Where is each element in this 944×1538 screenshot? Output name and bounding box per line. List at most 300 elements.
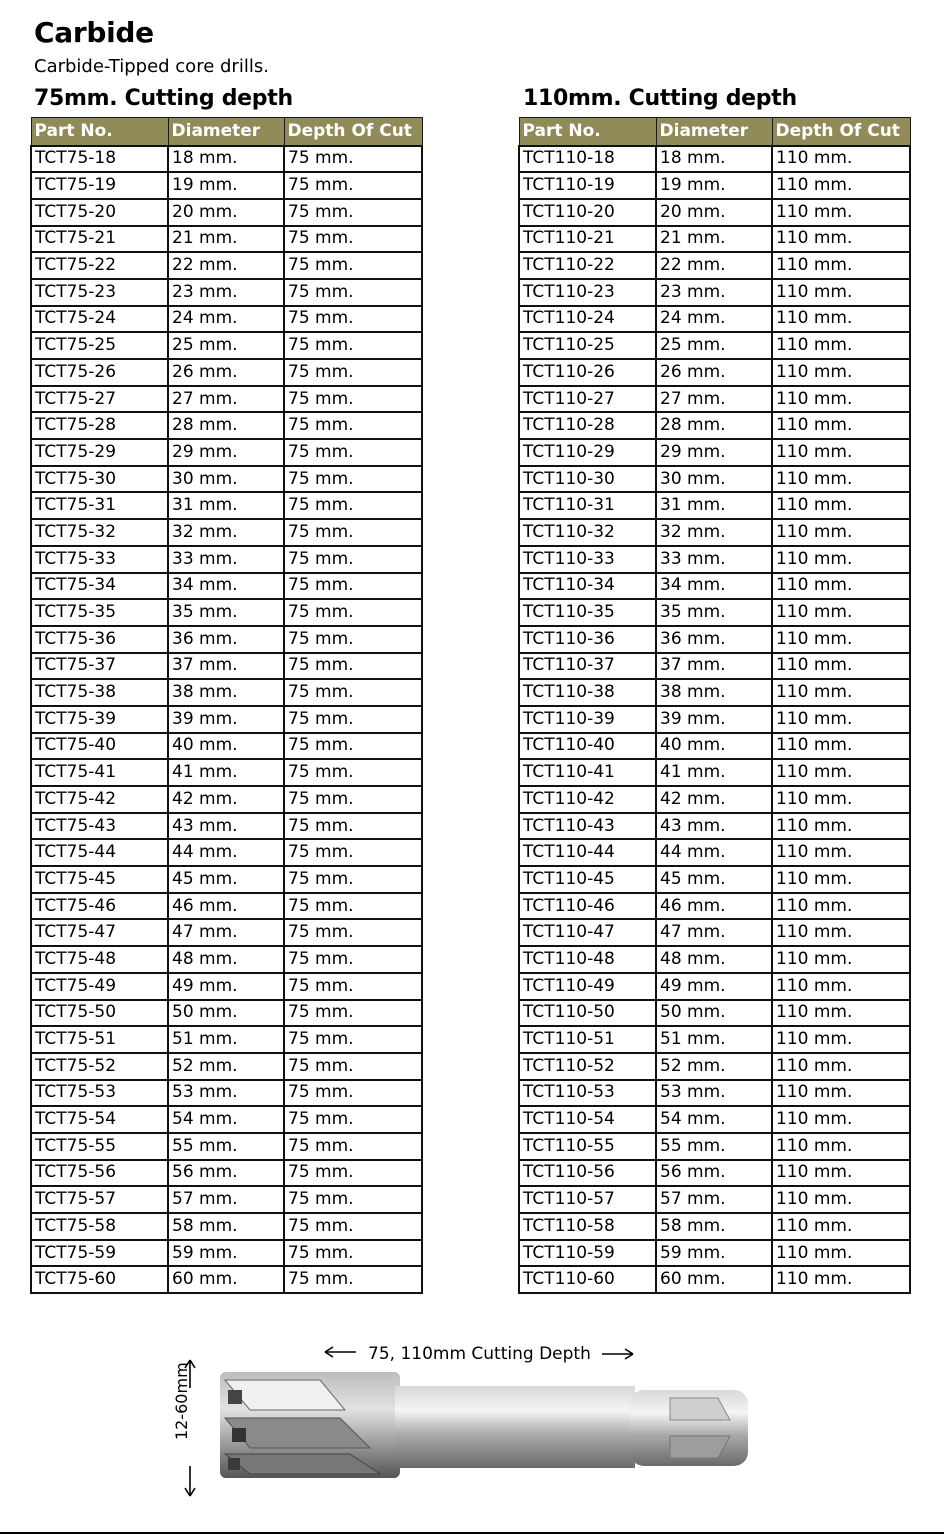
cell-part-no: TCT75-47 — [31, 919, 168, 946]
cell-diameter: 40 mm. — [168, 733, 284, 760]
table-row — [519, 1053, 910, 1080]
table-row — [519, 492, 910, 519]
table-row — [519, 1213, 910, 1240]
cell-diameter: 49 mm. — [656, 973, 772, 1000]
cell-diameter: 52 mm. — [656, 1053, 772, 1080]
table-row — [31, 1266, 422, 1293]
cell-diameter: 18 mm. — [656, 146, 772, 173]
cell-diameter: 36 mm. — [656, 626, 772, 653]
cell-part-no: TCT75-37 — [31, 653, 168, 680]
cell-depth-of-cut: 75 mm. — [284, 1080, 422, 1107]
table-row — [519, 813, 910, 840]
cell-part-no: TCT110-55 — [519, 1133, 656, 1160]
cell-diameter: 55 mm. — [168, 1133, 284, 1160]
table-row — [31, 1026, 422, 1053]
table-row — [519, 599, 910, 626]
cell-part-no: TCT110-45 — [519, 866, 656, 893]
cell-depth-of-cut: 75 mm. — [284, 466, 422, 493]
cell-depth-of-cut: 110 mm. — [772, 946, 910, 973]
cell-depth-of-cut: 75 mm. — [284, 252, 422, 279]
cell-part-no: TCT110-28 — [519, 412, 656, 439]
cell-depth-of-cut: 110 mm. — [772, 813, 910, 840]
cell-part-no: TCT75-35 — [31, 599, 168, 626]
cell-depth-of-cut: 75 mm. — [284, 226, 422, 253]
cell-diameter: 59 mm. — [656, 1240, 772, 1267]
cell-diameter: 34 mm. — [656, 573, 772, 600]
cell-diameter: 60 mm. — [168, 1266, 284, 1293]
cell-depth-of-cut: 110 mm. — [772, 279, 910, 306]
table-row — [519, 226, 910, 253]
table-row — [31, 386, 422, 413]
cell-depth-of-cut: 75 mm. — [284, 546, 422, 573]
cell-part-no: TCT110-40 — [519, 733, 656, 760]
cell-diameter: 54 mm. — [656, 1106, 772, 1133]
cell-depth-of-cut: 75 mm. — [284, 519, 422, 546]
cell-diameter: 42 mm. — [168, 786, 284, 813]
cell-depth-of-cut: 110 mm. — [772, 386, 910, 413]
table-row — [519, 279, 910, 306]
cell-diameter: 21 mm. — [168, 226, 284, 253]
cell-part-no: TCT75-31 — [31, 492, 168, 519]
cell-part-no: TCT110-49 — [519, 973, 656, 1000]
table-row — [31, 252, 422, 279]
cell-diameter: 21 mm. — [656, 226, 772, 253]
cell-diameter: 34 mm. — [168, 573, 284, 600]
cell-diameter: 44 mm. — [656, 839, 772, 866]
cell-diameter: 38 mm. — [656, 679, 772, 706]
column-header-diameter: Diameter — [168, 118, 284, 146]
cell-diameter: 32 mm. — [656, 519, 772, 546]
cell-depth-of-cut: 110 mm. — [772, 332, 910, 359]
cell-depth-of-cut: 75 mm. — [284, 706, 422, 733]
cell-diameter: 27 mm. — [168, 386, 284, 413]
cell-diameter: 48 mm. — [656, 946, 772, 973]
table-row — [31, 759, 422, 786]
cell-depth-of-cut: 110 mm. — [772, 786, 910, 813]
cell-depth-of-cut: 110 mm. — [772, 1266, 910, 1293]
cell-part-no: TCT110-42 — [519, 786, 656, 813]
cell-depth-of-cut: 110 mm. — [772, 919, 910, 946]
table-row — [31, 919, 422, 946]
table-row — [519, 172, 910, 199]
cell-depth-of-cut: 110 mm. — [772, 519, 910, 546]
cell-diameter: 46 mm. — [656, 893, 772, 920]
table-row — [31, 653, 422, 680]
cell-part-no: TCT75-20 — [31, 199, 168, 226]
table-row — [519, 466, 910, 493]
cell-depth-of-cut: 110 mm. — [772, 973, 910, 1000]
table-row — [31, 226, 422, 253]
table-row — [519, 412, 910, 439]
cell-depth-of-cut: 110 mm. — [772, 1026, 910, 1053]
table-row — [519, 546, 910, 573]
table-row — [31, 412, 422, 439]
cell-diameter: 25 mm. — [656, 332, 772, 359]
cell-diameter: 28 mm. — [168, 412, 284, 439]
cell-depth-of-cut: 110 mm. — [772, 146, 910, 173]
cell-diameter: 33 mm. — [168, 546, 284, 573]
table-row — [31, 1053, 422, 1080]
cell-part-no: TCT110-57 — [519, 1186, 656, 1213]
cell-diameter: 39 mm. — [168, 706, 284, 733]
cell-diameter: 23 mm. — [168, 279, 284, 306]
table-row — [519, 919, 910, 946]
cell-diameter: 48 mm. — [168, 946, 284, 973]
cell-part-no: TCT110-41 — [519, 759, 656, 786]
cell-part-no: TCT75-39 — [31, 706, 168, 733]
cell-depth-of-cut: 75 mm. — [284, 653, 422, 680]
table-row — [519, 146, 910, 173]
cell-part-no: TCT75-42 — [31, 786, 168, 813]
cell-diameter: 58 mm. — [168, 1213, 284, 1240]
cell-part-no: TCT75-44 — [31, 839, 168, 866]
cell-part-no: TCT75-54 — [31, 1106, 168, 1133]
cell-depth-of-cut: 110 mm. — [772, 252, 910, 279]
cell-part-no: TCT75-19 — [31, 172, 168, 199]
cell-part-no: TCT110-43 — [519, 813, 656, 840]
cell-depth-of-cut: 110 mm. — [772, 199, 910, 226]
cell-depth-of-cut: 110 mm. — [772, 679, 910, 706]
cell-diameter: 44 mm. — [168, 839, 284, 866]
table-row — [31, 146, 422, 173]
column-header-diameter: Diameter — [656, 118, 772, 146]
cell-diameter: 32 mm. — [168, 519, 284, 546]
cell-part-no: TCT110-39 — [519, 706, 656, 733]
cell-depth-of-cut: 75 mm. — [284, 306, 422, 333]
table-row — [31, 626, 422, 653]
cell-diameter: 30 mm. — [656, 466, 772, 493]
table-row — [31, 306, 422, 333]
carbide-tooth — [228, 1458, 240, 1470]
table-row — [519, 332, 910, 359]
cell-part-no: TCT75-52 — [31, 1053, 168, 1080]
table-row — [519, 1186, 910, 1213]
cell-depth-of-cut: 75 mm. — [284, 733, 422, 760]
cell-diameter: 23 mm. — [656, 279, 772, 306]
cell-diameter: 56 mm. — [168, 1160, 284, 1187]
table-row — [31, 439, 422, 466]
cell-depth-of-cut: 110 mm. — [772, 412, 910, 439]
cell-part-no: TCT75-41 — [31, 759, 168, 786]
table-row — [519, 866, 910, 893]
cell-diameter: 52 mm. — [168, 1053, 284, 1080]
cell-part-no: TCT75-29 — [31, 439, 168, 466]
cell-part-no: TCT75-55 — [31, 1133, 168, 1160]
cell-diameter: 27 mm. — [656, 386, 772, 413]
cell-depth-of-cut: 110 mm. — [772, 172, 910, 199]
cell-part-no: TCT110-48 — [519, 946, 656, 973]
table-row — [519, 946, 910, 973]
cell-part-no: TCT110-22 — [519, 252, 656, 279]
table-row — [31, 679, 422, 706]
cell-depth-of-cut: 110 mm. — [772, 733, 910, 760]
cell-diameter: 57 mm. — [656, 1186, 772, 1213]
cell-diameter: 51 mm. — [168, 1026, 284, 1053]
cell-depth-of-cut: 75 mm. — [284, 759, 422, 786]
cell-part-no: TCT75-21 — [31, 226, 168, 253]
cell-diameter: 56 mm. — [656, 1160, 772, 1187]
cell-part-no: TCT110-35 — [519, 599, 656, 626]
cell-diameter: 53 mm. — [168, 1080, 284, 1107]
cell-depth-of-cut: 110 mm. — [772, 466, 910, 493]
column-header-depth-of-cut: Depth Of Cut — [284, 118, 422, 146]
table-row — [31, 706, 422, 733]
cell-part-no: TCT75-28 — [31, 412, 168, 439]
column-header-depth-of-cut: Depth Of Cut — [772, 118, 910, 146]
cell-diameter: 45 mm. — [656, 866, 772, 893]
cell-depth-of-cut: 110 mm. — [772, 226, 910, 253]
cell-part-no: TCT110-47 — [519, 919, 656, 946]
cell-part-no: TCT110-44 — [519, 839, 656, 866]
table-row — [31, 279, 422, 306]
cell-depth-of-cut: 75 mm. — [284, 1160, 422, 1187]
cell-part-no: TCT110-51 — [519, 1026, 656, 1053]
cell-depth-of-cut: 75 mm. — [284, 866, 422, 893]
cell-part-no: TCT110-33 — [519, 546, 656, 573]
cell-depth-of-cut: 110 mm. — [772, 1080, 910, 1107]
cell-part-no: TCT75-46 — [31, 893, 168, 920]
cell-diameter: 46 mm. — [168, 893, 284, 920]
cell-part-no: TCT110-46 — [519, 893, 656, 920]
carbide-tooth — [232, 1428, 246, 1442]
cell-depth-of-cut: 110 mm. — [772, 866, 910, 893]
table-row — [519, 706, 910, 733]
cell-depth-of-cut: 75 mm. — [284, 1213, 422, 1240]
cell-depth-of-cut: 75 mm. — [284, 973, 422, 1000]
cell-depth-of-cut: 75 mm. — [284, 919, 422, 946]
cell-part-no: TCT110-58 — [519, 1213, 656, 1240]
cell-diameter: 54 mm. — [168, 1106, 284, 1133]
cell-part-no: TCT110-34 — [519, 573, 656, 600]
table-row — [519, 439, 910, 466]
section-heading-75mm: 75mm. Cutting depth — [34, 86, 293, 111]
table-row — [31, 839, 422, 866]
cell-part-no: TCT75-49 — [31, 973, 168, 1000]
table-row — [31, 1080, 422, 1107]
cell-part-no: TCT75-56 — [31, 1160, 168, 1187]
table-row — [31, 813, 422, 840]
cell-depth-of-cut: 110 mm. — [772, 1160, 910, 1187]
cell-diameter: 51 mm. — [656, 1026, 772, 1053]
cell-part-no: TCT110-36 — [519, 626, 656, 653]
table-row — [519, 626, 910, 653]
table-row — [519, 653, 910, 680]
cell-diameter: 28 mm. — [656, 412, 772, 439]
cell-depth-of-cut: 75 mm. — [284, 172, 422, 199]
cell-diameter: 57 mm. — [168, 1186, 284, 1213]
table-row — [31, 1133, 422, 1160]
table-row — [519, 759, 910, 786]
cell-depth-of-cut: 75 mm. — [284, 1133, 422, 1160]
table-row — [519, 386, 910, 413]
cell-depth-of-cut: 75 mm. — [284, 839, 422, 866]
cell-diameter: 39 mm. — [656, 706, 772, 733]
cell-diameter: 24 mm. — [168, 306, 284, 333]
table-row — [519, 1026, 910, 1053]
table-row — [31, 172, 422, 199]
table-row — [519, 733, 910, 760]
cell-diameter: 35 mm. — [656, 599, 772, 626]
cell-depth-of-cut: 110 mm. — [772, 1106, 910, 1133]
cell-part-no: TCT110-56 — [519, 1160, 656, 1187]
cell-diameter: 38 mm. — [168, 679, 284, 706]
cell-part-no: TCT110-25 — [519, 332, 656, 359]
cell-part-no: TCT110-26 — [519, 359, 656, 386]
cell-depth-of-cut: 110 mm. — [772, 439, 910, 466]
cell-depth-of-cut: 75 mm. — [284, 786, 422, 813]
cell-part-no: TCT110-54 — [519, 1106, 656, 1133]
cell-depth-of-cut: 75 mm. — [284, 412, 422, 439]
table-row — [31, 599, 422, 626]
table-row — [31, 973, 422, 1000]
cell-depth-of-cut: 75 mm. — [284, 332, 422, 359]
cell-part-no: TCT75-48 — [31, 946, 168, 973]
table-row — [31, 1240, 422, 1267]
table-row — [31, 893, 422, 920]
cell-depth-of-cut: 75 mm. — [284, 573, 422, 600]
cell-diameter: 19 mm. — [168, 172, 284, 199]
section-heading-110mm: 110mm. Cutting depth — [523, 86, 797, 111]
cell-depth-of-cut: 75 mm. — [284, 1106, 422, 1133]
cell-diameter: 37 mm. — [656, 653, 772, 680]
cell-part-no: TCT75-27 — [31, 386, 168, 413]
cell-depth-of-cut: 110 mm. — [772, 1133, 910, 1160]
cell-part-no: TCT75-24 — [31, 306, 168, 333]
cell-diameter: 55 mm. — [656, 1133, 772, 1160]
cell-part-no: TCT110-18 — [519, 146, 656, 173]
table-row — [519, 1266, 910, 1293]
cell-depth-of-cut: 110 mm. — [772, 839, 910, 866]
table-row — [519, 519, 910, 546]
cell-diameter: 19 mm. — [656, 172, 772, 199]
cell-part-no: TCT110-59 — [519, 1240, 656, 1267]
cell-depth-of-cut: 110 mm. — [772, 306, 910, 333]
cell-part-no: TCT110-32 — [519, 519, 656, 546]
page-title: Carbide — [34, 16, 154, 49]
cell-depth-of-cut: 75 mm. — [284, 1186, 422, 1213]
cell-diameter: 59 mm. — [168, 1240, 284, 1267]
cell-part-no: TCT75-23 — [31, 279, 168, 306]
table-row — [519, 1160, 910, 1187]
table-row — [31, 492, 422, 519]
table-75mm — [30, 117, 423, 1294]
drill-shank — [395, 1386, 635, 1468]
core-drill-illustration — [170, 1340, 770, 1510]
table-row — [31, 1106, 422, 1133]
cell-diameter: 31 mm. — [656, 492, 772, 519]
cell-diameter: 60 mm. — [656, 1266, 772, 1293]
cell-diameter: 30 mm. — [168, 466, 284, 493]
cell-part-no: TCT110-23 — [519, 279, 656, 306]
cell-part-no: TCT110-53 — [519, 1080, 656, 1107]
cell-diameter: 25 mm. — [168, 332, 284, 359]
cell-diameter: 45 mm. — [168, 866, 284, 893]
cell-diameter: 36 mm. — [168, 626, 284, 653]
table-110mm — [518, 117, 911, 1294]
table-row — [31, 546, 422, 573]
cell-diameter: 47 mm. — [168, 919, 284, 946]
table-row — [519, 1000, 910, 1027]
cell-depth-of-cut: 75 mm. — [284, 1240, 422, 1267]
cell-part-no: TCT75-33 — [31, 546, 168, 573]
table-row — [31, 519, 422, 546]
cell-diameter: 26 mm. — [168, 359, 284, 386]
cell-depth-of-cut: 110 mm. — [772, 893, 910, 920]
cell-depth-of-cut: 110 mm. — [772, 1186, 910, 1213]
cell-depth-of-cut: 75 mm. — [284, 679, 422, 706]
cell-depth-of-cut: 75 mm. — [284, 1266, 422, 1293]
cell-part-no: TCT110-24 — [519, 306, 656, 333]
bottom-divider — [0, 1532, 944, 1534]
cell-diameter: 24 mm. — [656, 306, 772, 333]
cell-part-no: TCT75-50 — [31, 1000, 168, 1027]
table-row — [31, 733, 422, 760]
cell-part-no: TCT75-18 — [31, 146, 168, 173]
cell-depth-of-cut: 110 mm. — [772, 626, 910, 653]
cell-diameter: 29 mm. — [656, 439, 772, 466]
cell-diameter: 22 mm. — [656, 252, 772, 279]
cell-part-no: TCT75-40 — [31, 733, 168, 760]
table-row — [519, 679, 910, 706]
cell-diameter: 26 mm. — [656, 359, 772, 386]
cell-diameter: 29 mm. — [168, 439, 284, 466]
cell-depth-of-cut: 110 mm. — [772, 706, 910, 733]
cell-part-no: TCT110-27 — [519, 386, 656, 413]
cell-part-no: TCT110-30 — [519, 466, 656, 493]
cell-diameter: 22 mm. — [168, 252, 284, 279]
cell-diameter: 40 mm. — [656, 733, 772, 760]
cell-depth-of-cut: 75 mm. — [284, 813, 422, 840]
cell-part-no: TCT75-38 — [31, 679, 168, 706]
cell-diameter: 43 mm. — [168, 813, 284, 840]
column-header-part-no: Part No. — [519, 118, 656, 146]
cell-depth-of-cut: 75 mm. — [284, 626, 422, 653]
cell-depth-of-cut: 75 mm. — [284, 279, 422, 306]
cell-diameter: 37 mm. — [168, 653, 284, 680]
cell-part-no: TCT110-37 — [519, 653, 656, 680]
cell-depth-of-cut: 75 mm. — [284, 199, 422, 226]
cell-depth-of-cut: 110 mm. — [772, 359, 910, 386]
table-row — [519, 573, 910, 600]
cell-depth-of-cut: 75 mm. — [284, 1026, 422, 1053]
cell-part-no: TCT75-22 — [31, 252, 168, 279]
cell-depth-of-cut: 110 mm. — [772, 546, 910, 573]
cell-part-no: TCT75-43 — [31, 813, 168, 840]
column-header-part-no: Part No. — [31, 118, 168, 146]
cell-part-no: TCT110-20 — [519, 199, 656, 226]
table-row — [519, 306, 910, 333]
cell-part-no: TCT110-19 — [519, 172, 656, 199]
cell-part-no: TCT110-29 — [519, 439, 656, 466]
cell-depth-of-cut: 75 mm. — [284, 146, 422, 173]
cell-part-no: TCT75-59 — [31, 1240, 168, 1267]
cell-depth-of-cut: 110 mm. — [772, 1053, 910, 1080]
cell-part-no: TCT75-26 — [31, 359, 168, 386]
table-row — [519, 1133, 910, 1160]
table-row — [519, 359, 910, 386]
cell-depth-of-cut: 75 mm. — [284, 1000, 422, 1027]
cell-depth-of-cut: 110 mm. — [772, 1240, 910, 1267]
cell-diameter: 18 mm. — [168, 146, 284, 173]
cell-part-no: TCT110-31 — [519, 492, 656, 519]
cell-diameter: 42 mm. — [656, 786, 772, 813]
table-row — [31, 1000, 422, 1027]
cell-part-no: TCT75-32 — [31, 519, 168, 546]
cell-diameter: 41 mm. — [656, 759, 772, 786]
cell-part-no: TCT75-51 — [31, 1026, 168, 1053]
cell-part-no: TCT110-21 — [519, 226, 656, 253]
cell-part-no: TCT110-38 — [519, 679, 656, 706]
